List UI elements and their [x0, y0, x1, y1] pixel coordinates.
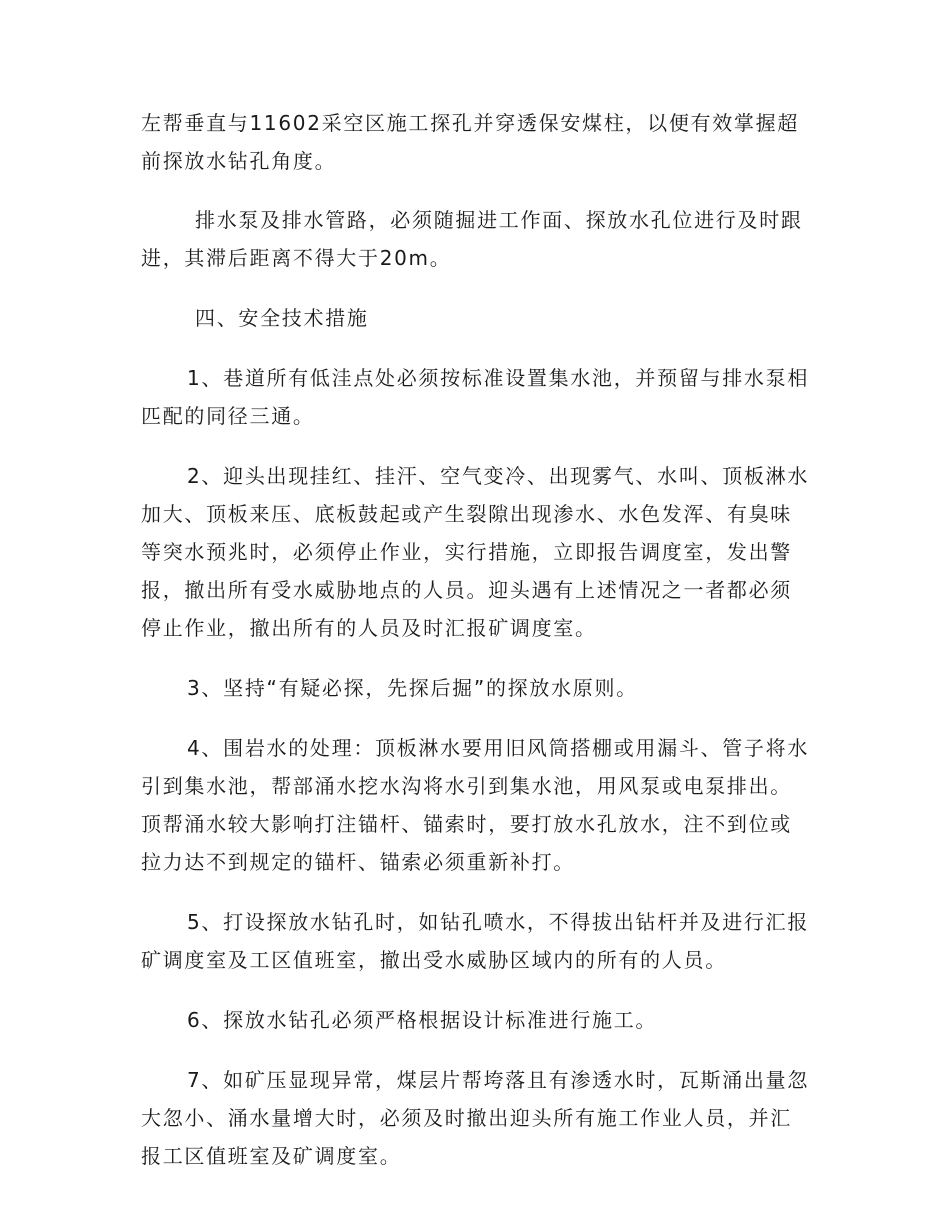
list-item-3: 3、坚持“有疑必探，先探后掘”的探放水原则。: [187, 676, 638, 700]
list-item-1: 1、巷道所有低洼点处必须按标准设置集水池，并预留与排水泵相匹配的同径三通。: [141, 366, 810, 428]
list-item-5: 5、打设探放水钻孔时，如钻孔喷水，不得拔出钻杆并及进行汇报矿调度室及工区值班室，撤出受水威胁区域内的所有的人员。: [141, 910, 810, 972]
document-body: [141, 104, 813, 1197]
paragraph-drainage-pump: 排水泵及排水管路，必须随掘进工作面、探放水孔位进行及时跟进，其滞后距离不得大于20m。: [141, 208, 803, 270]
list-item-6: 6、探放水钻孔必须严格根据设计标准进行施工。: [187, 1008, 658, 1032]
section-heading-safety-measures: 四、安全技术措施: [195, 306, 369, 330]
paragraph-continuation: 左帮垂直与11602采空区施工探孔并穿透保安煤柱，以便有效掌握超前探放水钻孔角度。: [141, 111, 800, 173]
list-item-4: 4、围岩水的处理：顶板淋水要用旧风筒搭棚或用漏斗、管子将水引到集水池，帮部涌水挖水沟将水引到集水池，用风泵或电泵排出。顶帮涌水较大影响打注锚杆、锚索时，要打放水孔放水，注不到位或拉力达不到规定的锚杆、锚索必须重新补打。: [141, 736, 810, 874]
list-item-2: 2、迎头出现挂红、挂汗、空气变冷、出现雾气、水叫、顶板淋水加大、顶板来压、底板鼓起或产生裂隙出现渗水、水色发浑、有臭味等突水预兆时，必须停止作业，实行措施，立即报告调度室，发出警报，撤出所有受水威胁地点的人员。迎头遇有上述情况之一者都必须停止作业，撤出所有的人员及时汇报矿调度室。: [141, 464, 810, 640]
list-item-7: 7、如矿压显现异常，煤层片帮垮落且有渗透水时，瓦斯涌出量忽大忽小、涌水量增大时，必须及时撤出迎头所有施工作业人员，并汇报工区值班室及矿调度室。: [141, 1068, 810, 1168]
